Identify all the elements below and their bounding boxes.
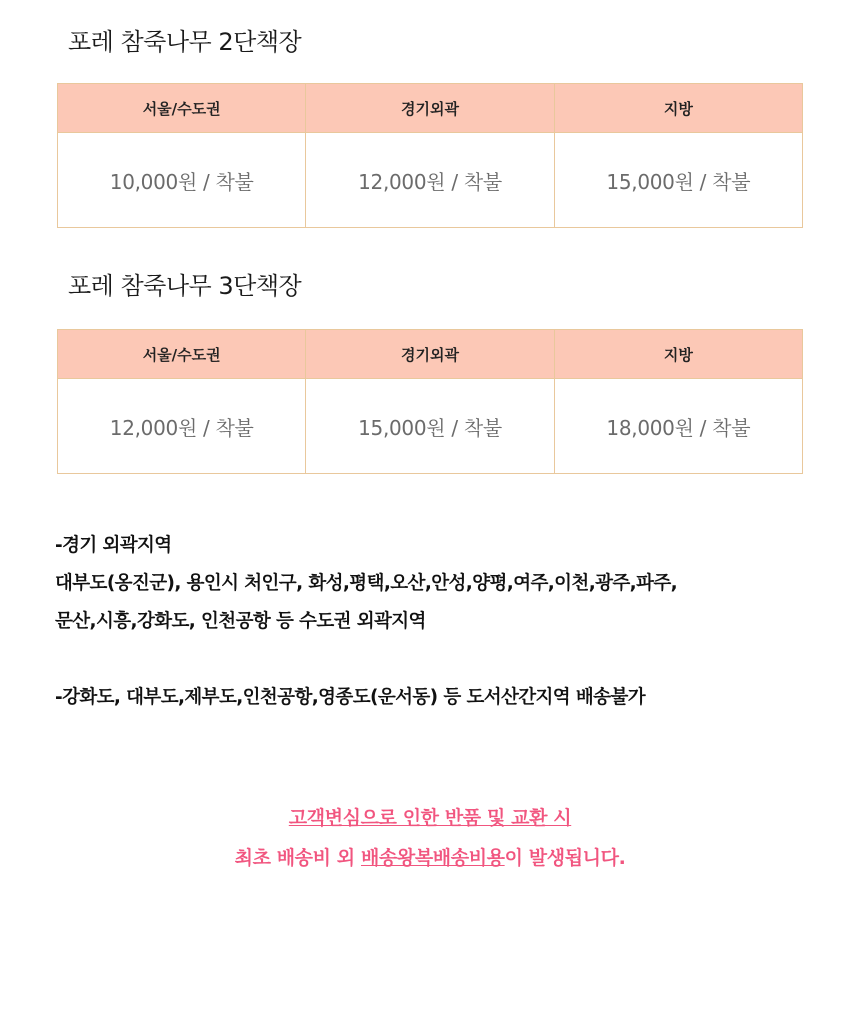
price-province: 15,000원 / 착불: [554, 133, 802, 228]
price-seoul: 10,000원 / 착불: [58, 133, 306, 228]
column-header-gyeonggi-outer: 경기외곽: [306, 84, 554, 133]
island-area-note: -강화도, 대부도,제부도,인천공항,영종도(운서동) 등 도서산간지역 배송불가: [55, 687, 645, 708]
price-gyeonggi-outer: 15,000원 / 착불: [306, 379, 554, 474]
warning-suffix: 이 발생됩니다.: [504, 847, 626, 869]
section-title-3tier: 포레 참죽나무 3단책장: [68, 272, 302, 300]
table-row: [58, 379, 803, 474]
section-title-2tier: 포레 참죽나무 2단책장: [68, 28, 302, 56]
spacer: [55, 641, 845, 679]
outer-area-heading: -경기 외곽지역: [55, 535, 172, 556]
table-header-row: [58, 84, 803, 133]
column-header-province: 지방: [554, 84, 802, 133]
table-header-row: [58, 330, 803, 379]
shipping-table-2tier: [57, 83, 803, 228]
column-header-province: 지방: [554, 330, 802, 379]
price-gyeonggi-outer: 12,000원 / 착불: [306, 133, 554, 228]
table-row: [58, 133, 803, 228]
return-warning-line1: 고객변심으로 인한 반품 및 교환 시: [288, 807, 572, 829]
warning-underlined-cost: 배송왕복배송비용: [360, 847, 505, 869]
price-province: 18,000원 / 착불: [554, 379, 802, 474]
warning-prefix: 최초 배송비 외: [234, 847, 361, 869]
outer-area-list-line2: 문산,시흥,강화도, 인천공항 등 수도권 외곽지역: [55, 611, 426, 632]
shipping-notes: [55, 527, 845, 717]
column-header-gyeonggi-outer: 경기외곽: [306, 330, 554, 379]
shipping-table-3tier: [57, 329, 803, 474]
column-header-seoul: 서울/수도권: [58, 84, 306, 133]
return-warning-line2: [0, 843, 860, 870]
outer-area-list-line1: 대부도(옹진군), 용인시 처인구, 화성,평택,오산,안성,양평,여주,이천,광주,파주,: [55, 573, 678, 594]
price-seoul: 12,000원 / 착불: [58, 379, 306, 474]
column-header-seoul: 서울/수도권: [58, 330, 306, 379]
